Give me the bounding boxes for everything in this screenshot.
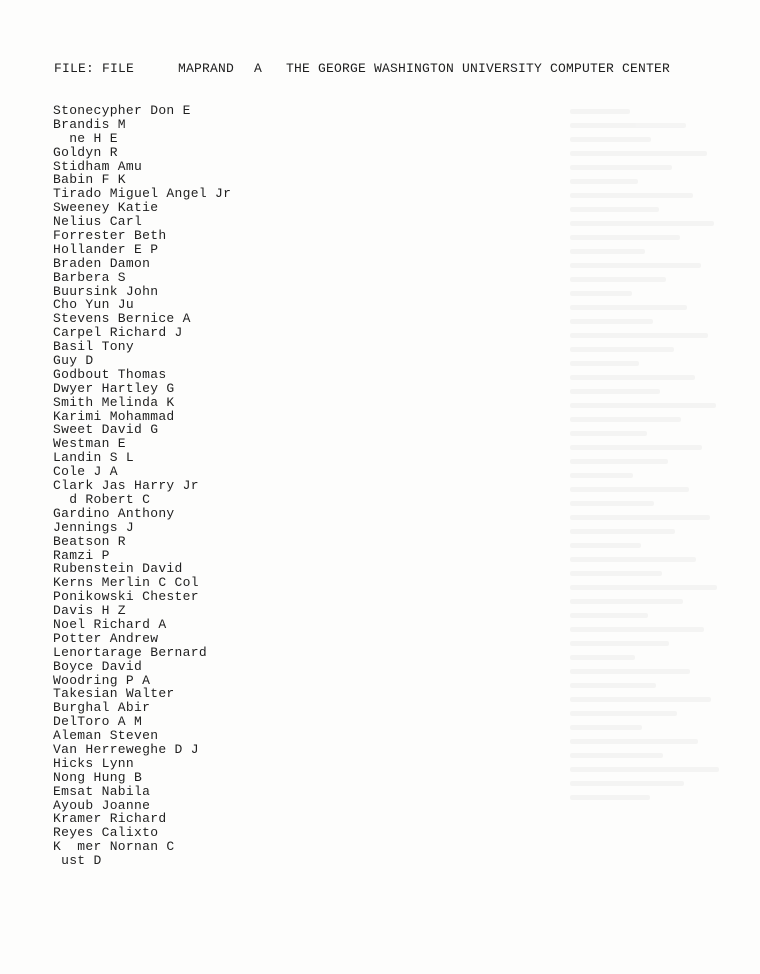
name-entry: Van Herreweghe D J: [53, 741, 199, 757]
name-entry: Kramer Richard: [53, 811, 167, 827]
name-entry: Landin S L: [53, 450, 135, 466]
name-entry: Davis H Z: [53, 603, 126, 619]
bleed-through-line: [570, 725, 642, 730]
name-entry: Sweet David G: [53, 422, 159, 438]
bleed-through-line: [570, 179, 638, 184]
bleed-through-line: [570, 683, 656, 688]
name-entry: Basil Tony: [53, 339, 135, 355]
bleed-through-line: [570, 641, 669, 646]
name-entry: Stonecypher Don E: [53, 103, 191, 118]
name-entry: Jennings J: [53, 519, 135, 535]
name-entry: Burghal Abir: [53, 700, 151, 716]
bleed-through-line: [570, 627, 704, 632]
name-entry: Godbout Thomas: [53, 366, 167, 382]
name-entry: Guy D: [53, 353, 94, 369]
bleed-through-line: [570, 431, 647, 436]
name-entry: Nong Hung B: [53, 769, 143, 785]
file-mode: A: [254, 61, 263, 76]
name-entry: Cole J A: [53, 464, 118, 480]
name-entry: Boyce David: [53, 658, 143, 674]
name-entry: Stidham Amu: [53, 158, 143, 174]
name-entry: Brandis M: [53, 116, 126, 132]
bleed-through-line: [570, 249, 645, 254]
bleed-through-line: [570, 557, 696, 562]
bleed-through-line: [570, 193, 693, 198]
bleed-through-line: [570, 403, 716, 408]
name-entry: Forrester Beth: [53, 228, 167, 244]
bleed-through-line: [570, 487, 689, 492]
bleed-through-line: [570, 277, 666, 282]
bleed-through-texture: [570, 100, 720, 860]
name-entry: Smith Melinda K: [53, 394, 175, 410]
bleed-through-line: [570, 473, 633, 478]
name-entry: Beatson R: [53, 533, 126, 549]
bleed-through-line: [570, 459, 668, 464]
bleed-through-line: [570, 305, 687, 310]
name-entry: Stevens Bernice A: [53, 311, 191, 327]
bleed-through-line: [570, 375, 695, 380]
name-entry: Potter Andrew: [53, 630, 159, 646]
file-label: FILE: FILE: [54, 61, 135, 76]
bleed-through-line: [570, 655, 635, 660]
name-entry: Carpel Richard J: [53, 325, 183, 341]
name-entry: Westman E: [53, 436, 126, 452]
name-entry: Ponikowski Chester: [53, 589, 199, 605]
bleed-through-line: [570, 417, 681, 422]
bleed-through-line: [570, 263, 701, 268]
file-name: MAPRAND: [178, 61, 235, 76]
bleed-through-line: [570, 697, 711, 702]
name-entry: Barbera S: [53, 269, 126, 285]
name-entry: Aleman Steven: [53, 728, 159, 744]
bleed-through-line: [570, 501, 654, 506]
name-entry: d Robert C: [53, 491, 151, 507]
name-entry: Kerns Merlin C Col: [53, 575, 199, 591]
bleed-through-line: [570, 221, 714, 226]
bleed-through-line: [570, 389, 660, 394]
bleed-through-line: [570, 753, 663, 758]
name-entry: Sweeney Katie: [53, 200, 159, 216]
bleed-through-line: [570, 109, 630, 114]
name-entry: Emsat Nabila: [53, 783, 151, 799]
bleed-through-line: [570, 613, 648, 618]
organization-name: THE GEORGE WASHINGTON UNIVERSITY COMPUTER CENTER: [286, 61, 671, 76]
name-entry: Gardino Anthony: [53, 505, 175, 521]
bleed-through-line: [570, 207, 659, 212]
bleed-through-line: [570, 291, 632, 296]
name-entry: ust D: [53, 853, 102, 869]
bleed-through-line: [570, 543, 641, 548]
bleed-through-line: [570, 137, 651, 142]
name-entry: Buursink John: [53, 283, 159, 299]
name-entry: Clark Jas Harry Jr: [53, 478, 199, 494]
name-entry: Ramzi P: [53, 547, 110, 563]
name-entry: Reyes Calixto: [53, 825, 159, 841]
bleed-through-line: [570, 795, 650, 800]
name-entry: Noel Richard A: [53, 616, 167, 632]
name-entry: ne H E: [53, 130, 118, 146]
name-entry: Tirado Miguel Angel Jr: [53, 186, 232, 202]
bleed-through-line: [570, 767, 719, 772]
bleed-through-line: [570, 669, 690, 674]
bleed-through-line: [570, 151, 707, 156]
name-entry: Babin F K: [53, 172, 126, 188]
bleed-through-line: [570, 529, 675, 534]
name-entry: Ayoub Joanne: [53, 797, 151, 813]
name-entry: Goldyn R: [53, 144, 118, 160]
bleed-through-line: [570, 333, 708, 338]
bleed-through-line: [570, 123, 686, 128]
bleed-through-line: [570, 571, 662, 576]
name-entry: Lenortarage Bernard: [53, 644, 207, 660]
name-entry: Nelius Carl: [53, 214, 143, 230]
name-entry: Dwyer Hartley G: [53, 380, 175, 396]
name-entry: Hollander E P: [53, 241, 159, 257]
name-entry: Braden Damon: [53, 255, 151, 271]
name-entry: Cho Yun Ju: [53, 297, 135, 313]
bleed-through-line: [570, 739, 698, 744]
name-entry: Rubenstein David: [53, 561, 183, 577]
bleed-through-line: [570, 515, 710, 520]
bleed-through-line: [570, 165, 672, 170]
name-entry: K mer Nornan C: [53, 839, 175, 855]
file-header: [54, 61, 714, 77]
name-entry: Takesian Walter: [53, 686, 175, 702]
name-entry: Woodring P A: [53, 672, 151, 688]
name-entry: Hicks Lynn: [53, 755, 135, 771]
names-list: [53, 104, 373, 868]
name-entry: DelToro A M: [53, 714, 143, 730]
bleed-through-line: [570, 319, 653, 324]
bleed-through-line: [570, 235, 680, 240]
bleed-through-line: [570, 361, 639, 366]
bleed-through-line: [570, 347, 674, 352]
bleed-through-line: [570, 445, 702, 450]
bleed-through-line: [570, 781, 684, 786]
bleed-through-line: [570, 599, 683, 604]
bleed-through-line: [570, 585, 717, 590]
bleed-through-line: [570, 711, 677, 716]
name-entry: Karimi Mohammad: [53, 408, 175, 424]
